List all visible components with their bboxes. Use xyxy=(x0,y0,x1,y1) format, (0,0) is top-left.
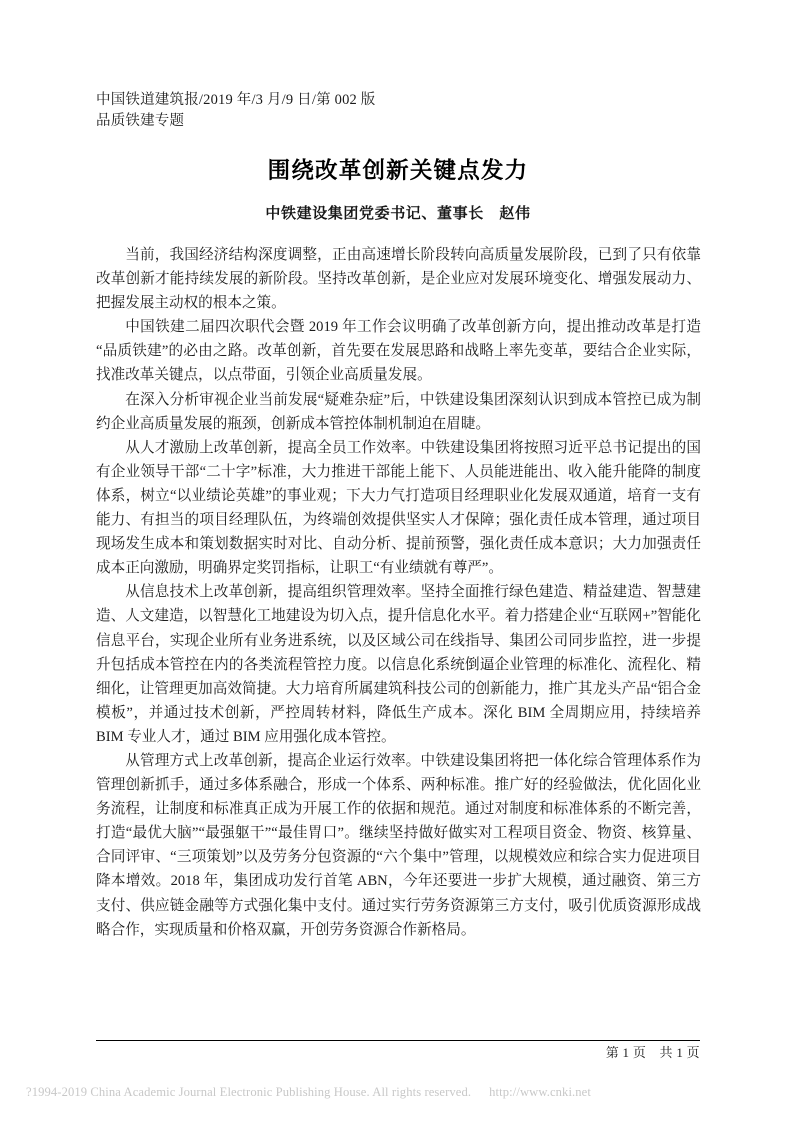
page-title: 围绕改革创新关键点发力 xyxy=(267,158,529,183)
paragraph: 在深入分析审视企业当前发展“疑难杂症”后，中铁建设集团深刻认识到成本管控已成为制约企业高质量发展的瓶颈，创新成本管控体制机制迫在眉睫。 xyxy=(96,391,701,432)
copyright-url: http://www.cnki.net xyxy=(489,1085,591,1099)
masthead xyxy=(96,90,700,132)
masthead-source-line: 中国铁道建筑报/2019 年/3 月/9 日/第 002 版 xyxy=(96,92,376,108)
footer-divider xyxy=(96,1040,700,1041)
article-body xyxy=(96,243,701,942)
paragraph: 当前，我国经济结构深度调整，正由高速增长阶段转向高质量发展阶段，已到了只有依靠改革创新才能持续发展的新阶段。坚持改革创新，是企业应对发展环境变化、增强发展动力、把握发展主动权的根本之策。 xyxy=(96,247,701,312)
masthead-column-line: 品质铁建专题 xyxy=(96,113,185,129)
paragraph: 从人才激励上改革创新，提高全员工作效率。中铁建设集团将按照习近平总书记提出的国有企业领导干部“二十字”标准，大力推进干部能上能下、人员能进能出、收入能升能降的制度体系，树立“以业绩论英雄”的事业观；下大力气打造项目经理职业化发展双通道，培育一支有能力、有担当的项目经理队伍，为终端创效提供坚实人才保障；强化责任成本管理，通过项目现场发生成本和策划数据实时对比、自动分析、提前预警，强化责任成本意识；大力加强责任成本正向激励，明确界定奖罚指标，让职工“有业绩就有尊严”。 xyxy=(96,439,701,577)
paragraph: 中国铁建二届四次职代会暨 2019 年工作会议明确了改革创新方向，提出推动改革是打造“品质铁建”的必由之路。改革创新，首先要在发展思路和战略上率先变革，要结合企业实际，找准改革关键点，以点带面，引领企业高质量发展。 xyxy=(96,319,701,384)
page-number: 第 1 页 共 1 页 xyxy=(605,1045,700,1060)
paragraph: 从管理方式上改革创新，提高企业运行效率。中铁建设集团将把一体化综合管理体系作为管理创新抓手，通过多体系融合，形成一个体系、两种标准。推广好的经验做法，优化固化业务流程，让制度和标准真正成为开展工作的依据和规范。通过对制度和标准体系的不断完善，打造“最优大脑”“最强躯干”“最佳胃口”。继续坚持做好做实对工程项目资金、物资、核算量、合同评审、“三项策划”以及劳务分包资源的“六个集中”管理，以规模效应和综合实力促进项目降本增效。2018 年，集团成功发行首笔 ABN，今年还要进一步扩大规模，通过融资、第三方支付、供应链金融等方式强化集中支付。通过实行劳务资源第三方支付，吸引优质资源形成战略合作，实现质量和价格双赢，开创劳务资源合作新格局。 xyxy=(96,752,701,938)
copyright-notice xyxy=(26,1083,766,1101)
paragraph: 从信息技术上改革创新，提高组织管理效率。坚持全面推行绿色建造、精益建造、智慧建造、人文建造，以智慧化工地建设为切入点，提升信息化水平。着力搭建企业“互联网+”智能化信息平台，实现企业所有业务进系统，以及区域公司在线指导、集团公司同步监控，进一步提升包括成本管控在内的各类流程管控力度。以信息化系统倒逼企业管理的标准化、流程化、精细化，让管理更加高效简捷。大力培育所属建筑科技公司的创新能力，推广其龙头产品“铝合金模板”，并通过技术创新，严控周转材料，降低生产成本。深化 BIM 全周期应用，持续培养 BIM 专业人才，通过 BIM 应用强化成本管控。 xyxy=(96,584,701,745)
copyright-text: ?1994-2019 China Academic Journal Electronic Publishing House. All rights reserved. xyxy=(26,1085,472,1099)
byline: 中铁建设集团党委书记、董事长 赵伟 xyxy=(265,206,531,222)
